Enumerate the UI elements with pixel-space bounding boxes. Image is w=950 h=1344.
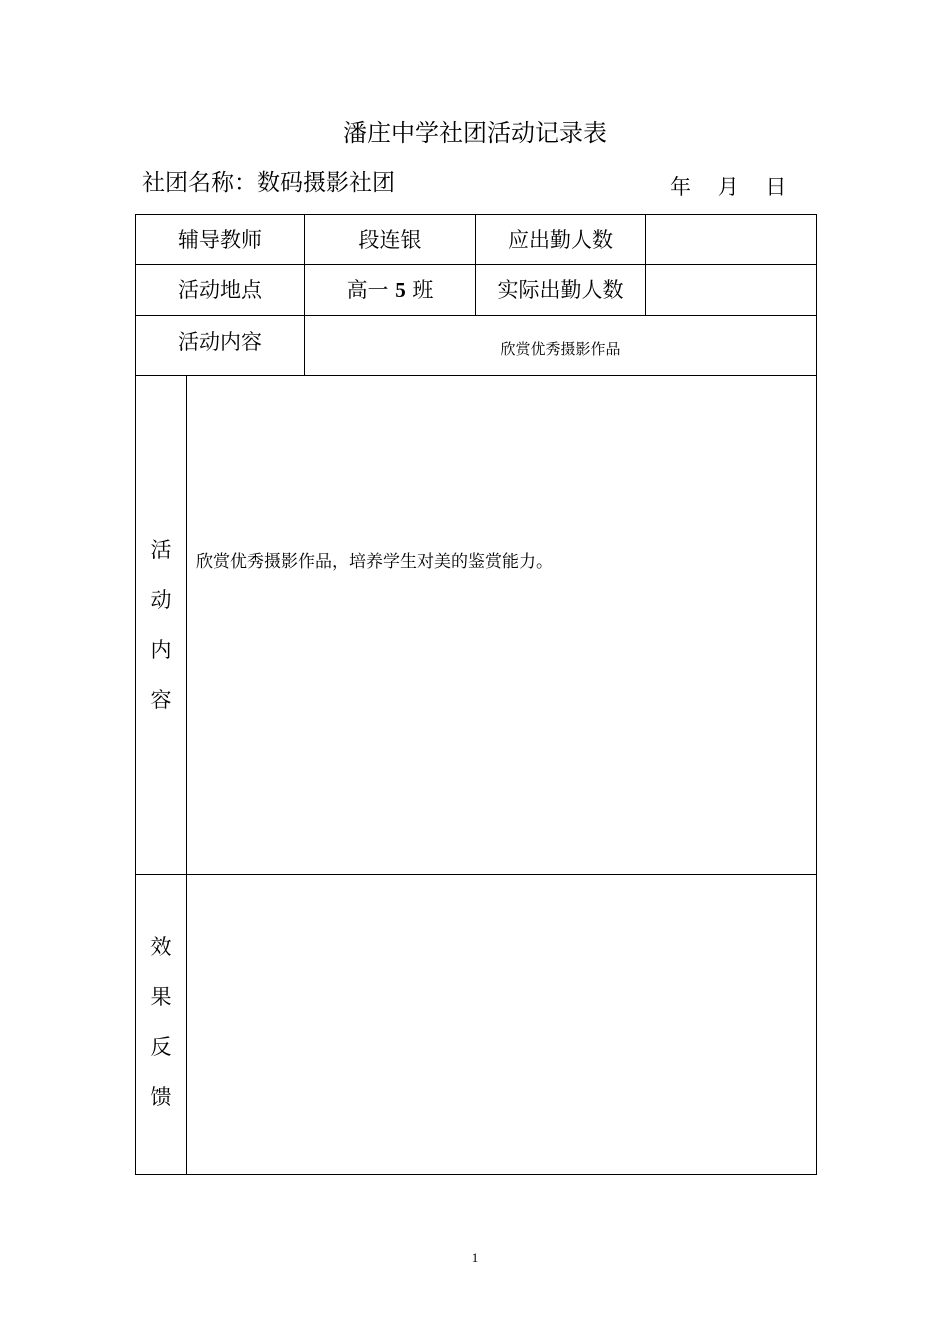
- vertical-label-char: 动: [150, 588, 172, 612]
- activity-content-text: 欣赏优秀摄影作品，培养学生对美的鉴赏能力。: [196, 552, 553, 572]
- location-suffix: 班: [405, 278, 434, 302]
- location-number: 5: [395, 278, 406, 302]
- vertical-label-char: 活: [150, 538, 172, 562]
- vertical-label-char: 内: [150, 638, 172, 662]
- row-line: [135, 375, 817, 376]
- expected-attendance-value: [646, 215, 816, 264]
- date-line: 年 月 日: [670, 175, 787, 199]
- expected-attendance-label: 应出勤人数: [508, 227, 613, 252]
- actual-attendance-label: 实际出勤人数: [497, 278, 624, 302]
- actual-attendance-value: [646, 265, 816, 315]
- activity-content-label: [137, 525, 185, 725]
- vertical-label-char: 馈: [150, 1085, 172, 1109]
- location-prefix: 高一: [346, 278, 396, 302]
- club-name-line: 社团名称：数码摄影社团: [142, 170, 395, 196]
- col-line: [186, 375, 187, 1175]
- table-border-right: [816, 214, 817, 1175]
- vertical-label-char: 容: [150, 688, 172, 712]
- vertical-label-char: 效: [150, 935, 172, 959]
- content-label: 活动内容: [178, 330, 262, 354]
- teacher-value: 段连银: [358, 227, 422, 252]
- row-line: [135, 874, 817, 875]
- vertical-label-char: 反: [150, 1035, 172, 1059]
- feedback-label: [137, 922, 185, 1122]
- location-label: 活动地点: [178, 278, 262, 302]
- content-value: 欣赏优秀摄影作品: [500, 339, 621, 358]
- vertical-label-char: 果: [150, 985, 172, 1009]
- table-border-bottom: [135, 1174, 817, 1175]
- location-value: [305, 265, 475, 315]
- page-number: 1: [471, 1250, 479, 1265]
- page-title: 潘庄中学社团活动记录表: [343, 119, 607, 147]
- teacher-label: 辅导教师: [178, 227, 262, 252]
